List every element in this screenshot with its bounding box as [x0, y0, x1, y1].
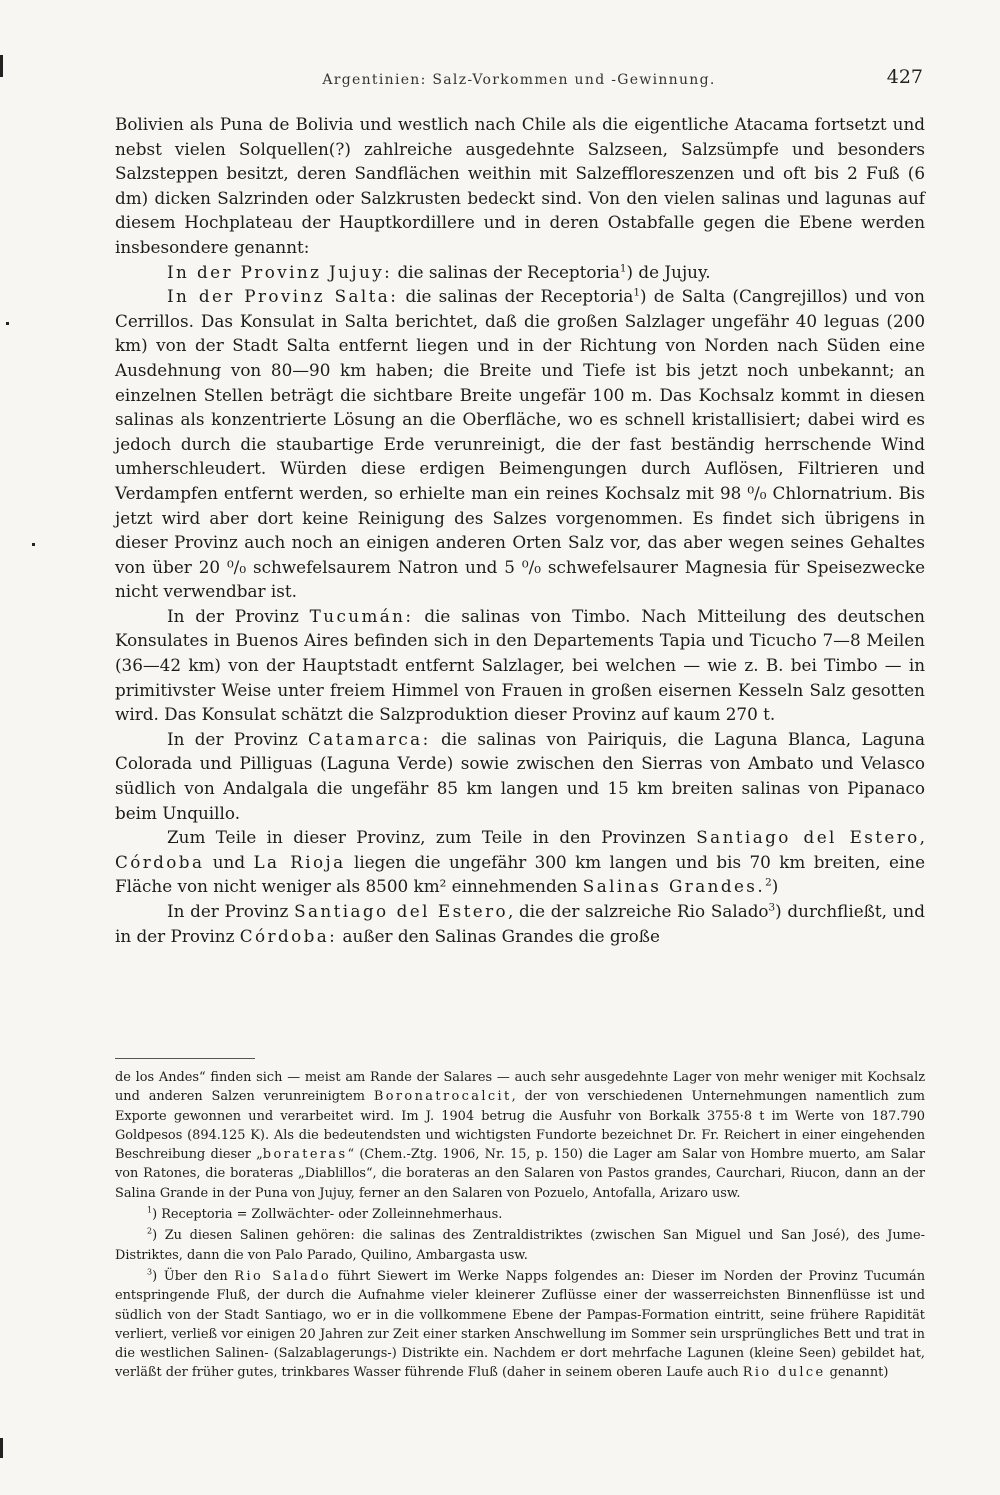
- province-heading: In der Provinz Salta:: [167, 286, 399, 307]
- paragraph-text: die salinas der Receptoria: [397, 261, 620, 282]
- footnote-text: ) Zu diesen Salinen gehören: die salinas des Zentraldistriktes (zwischen San Miguel und San José), des Jume-Distriktes, dann die von Palo Parado, Quilino, Ambargasta usw.: [115, 1228, 925, 1263]
- paragraph-text: die salinas von Timbo. Nach Mitteilung des deutschen Konsulates in Buenos Aires befinden sich in den Departements Tapia und Ticucho 7—8 Meilen (36—42 km) von der Hauptstadt entfernt Salzlager, bei welchen — wie z. B. bei Timbo — in primitivster Weise unter freiem Himmel von Frauen in großen eisernen Kesseln Salz gesotten wird. Das Konsulat schätzt die Salzproduktion dieser Provinz auf kaum 270 t.: [115, 605, 925, 725]
- footnote-text: “ (Chem.-Ztg. 1906, Nr. 15, p. 150) die Lager am Salar von Hombre muerto, am Salar von Ratones, die borateras „Diablillos“, die borateras an den Salaren von Pastos grandes, Caurchari, Riucon, dann an der Salina Grande in der Puna von Jujuy, ferner an den Salaren von Pozuelo, Antofalla, Arizaro usw.: [115, 1147, 925, 1201]
- scan-edge-mark: [0, 55, 3, 77]
- page-header: [115, 66, 923, 96]
- footnote-text: de los Andes“ finden sich — meist am Rande der Salares — auch sehr ausgedehnte Lager von mehr weniger mit Kochsalz und anderen Salzen verunreinigtem: [115, 1070, 925, 1105]
- footnote-ref: 1: [633, 286, 641, 299]
- province-name: Córdoba:: [239, 925, 338, 946]
- province-heading: In der Provinz Jujuy:: [167, 261, 393, 282]
- paragraph-text: ,: [919, 827, 926, 848]
- footnote-ref: 1: [619, 261, 627, 274]
- page-number: 427: [886, 66, 923, 88]
- footnote-text: führt Siewert im Werke Napps folgendes an: Dieser im Norden der Provinz Tucumán entspringende Fluß, der durch die Aufnahme vieler kleinerer Zuflüsse einer der wasserreichsten Binnenflüsse ist und südlich von der Stadt Santiago, wo er in die vollkommene Ebene der Pampas-Formation eintritt, seine frühere Rapidität verliert, verließ vor einigen 20 Jahren zur Zeit einer starken Anschwellung im Sommer sein ursprüngliches Bett und trat in die westlichen Salinen- (Salzablagerungs-) Distrikte ein. Nachdem er dort mehrfache Lagunen (kleine Seen) gebildet hat, verläßt der früher gutes, trinkbares Wasser führende Fluß (daher in seinem oberen Laufe auch: [115, 1268, 925, 1381]
- footnote-rule: [115, 1058, 255, 1059]
- footnote-mark: 2: [147, 1227, 153, 1237]
- paragraph-text: die salinas der Receptoria: [405, 286, 634, 307]
- province-name: Santiago del Estero: [696, 827, 920, 848]
- paragraph-text: In der Provinz: [167, 728, 309, 749]
- paragraph-text: Bolivien als Puna de Bolivia und westlich nach Chile als die eigentliche Atacama fortsetzt und nebst vielen Solquellen(?) zahlreiche ausgedehnte Salzseen, Salzsümpfe und besonders Salzsteppen besitzt, deren Sandflächen weithin mit Salzeffloreszenzen und oft bis 2 Fuß (6 dm) dicken Salzrinden oder Salzkrusten bedeckt sind. Von den vielen salinas und lagunas auf diesem Hochplateau der Hauptkordillere und in deren Ostabfalle gegen die Ebene werden insbesondere genannt:: [115, 114, 925, 257]
- scan-edge-mark: [0, 1438, 3, 1458]
- province-name: Tucumán:: [309, 605, 414, 626]
- term: borateras: [262, 1147, 348, 1163]
- province-name: Catamarca:: [308, 728, 431, 749]
- footnote-ref: 3: [768, 901, 776, 914]
- paragraph-text: ) durchfließt, und in der Provinz: [115, 901, 925, 946]
- province-name: La Rioja: [253, 851, 346, 872]
- place-name: Salinas Grandes.: [582, 876, 766, 897]
- paragraph-text: und: [204, 851, 254, 872]
- paragraph: [115, 899, 925, 948]
- paragraph-text: außer den Salinas Grandes die große: [337, 925, 660, 946]
- paragraph-text: liegen die ungefähr 300 km langen und bis 70 km breiten, eine Fläche von nicht weniger als 8500 km² einnehmenden: [115, 851, 926, 897]
- footnote-mark: 3: [147, 1267, 153, 1277]
- footnote-mark: 1: [147, 1205, 153, 1215]
- river-name: Rio Salado: [234, 1268, 331, 1284]
- paragraph: [115, 727, 925, 825]
- footnote-1: [115, 1205, 925, 1224]
- paragraph-text: In der Provinz: [167, 605, 310, 626]
- paragraph-text: ) de Salta (Cangrejillos) und von Cerrillos. Das Konsulat in Salta berichtet, daß die großen Salzlager ungefähr 40 leguas (200 km) von der Stadt Salta entfernt liegen und in der Richtung von Norden nach Süden eine Ausdehnung von 80—90 km haben; die Breite und Tiefe ist bis jetzt noch unbekannt; an einzelnen Stellen beträgt die sichtbare Breite ungefär 100 m. Das Kochsalz kommt in diesen salinas als konzentrierte Lösung an die Oberfläche, wo es schnell kristallisiert; dabei wird es jedoch durch die staubartige Erde verunreinigt, die der fast beständig herrschende Wind umherschleudert. Würden diese erdigen Beimengungen durch Auflösen, Filtrieren und Verdampfen entfernt werden, so erhielte man ein reines Kochsalz mit 98 ⁰/₀ Chlornatrium. Bis jetzt wird aber dort keine Reinigung des Salzes vorgenommen. Es findet sich übrigens in dieser Provinz auch noch an einigen anderen Orten Salz vor, das aber wegen seines Gehaltes von über 20 ⁰/₀ schwefelsaurem Natron und 5 ⁰/₀ schwefelsaurer Magnesia für Speisezwecke nicht verwendbar ist.: [115, 286, 925, 602]
- scan-edge-mark: [6, 322, 9, 325]
- paragraph-text: In der Provinz: [167, 901, 295, 921]
- province-name: Santiago del Estero: [294, 901, 508, 921]
- footnote-text: genannt): [825, 1365, 889, 1381]
- paragraph: [115, 260, 925, 285]
- footnote-2: [115, 1226, 925, 1265]
- footnote-continuation: [115, 1068, 925, 1203]
- paragraph: [115, 284, 925, 604]
- paragraph: [115, 604, 925, 727]
- paragraph: [115, 112, 925, 260]
- paragraph-text: ) de Jujuy.: [626, 261, 711, 282]
- river-name: Rio dulce: [742, 1365, 826, 1381]
- paragraph-text: , die der salzreiche Rio Salado: [508, 901, 769, 921]
- footnotes: [115, 1068, 925, 1383]
- paragraph-text: die salinas von Pairiquis, die Laguna Blanca, Laguna Colorada und Pilliguas (Laguna Verde) sowie zwischen den Sierras von Ambato und Velasco südlich von Andalgala die ungefähr 85 km langen und 15 km breiten salinas von Pipanaco beim Unquillo.: [115, 728, 925, 823]
- footnote-3: [115, 1267, 925, 1383]
- footnote-text: ) Receptoria = Zollwächter- oder Zolleinnehmerhaus.: [152, 1207, 503, 1223]
- footnote-text: , der von verschiedenen Unternehmungen namentlich zum Exporte gewonnen und verarbeitet wird. Im J. 1904 betrug die Ausfuhr von Borkalk 3755·8 t im Werte von 187.790 Goldpesos (894.125 K). Als die bedeutendsten und wichtigsten Fundorte bezeichnet Dr. Fr. Reichert in einer eingehenden Beschreibung dieser „: [115, 1089, 925, 1163]
- paragraph-text: Zum Teile in dieser Provinz, zum Teile in den Provinzen: [167, 827, 697, 848]
- mineral-name: Boronatrocalcit: [373, 1089, 512, 1105]
- footnote-text: ) Über den: [152, 1268, 235, 1284]
- paragraph-text: ): [771, 876, 779, 897]
- running-head: Argentinien: Salz-Vorkommen und -Gewinnung.: [322, 72, 716, 88]
- province-name: Córdoba: [115, 851, 205, 872]
- main-text: [115, 112, 925, 948]
- paragraph: [115, 825, 925, 899]
- footnote-ref: 2: [765, 876, 772, 889]
- scan-edge-mark: [32, 543, 35, 546]
